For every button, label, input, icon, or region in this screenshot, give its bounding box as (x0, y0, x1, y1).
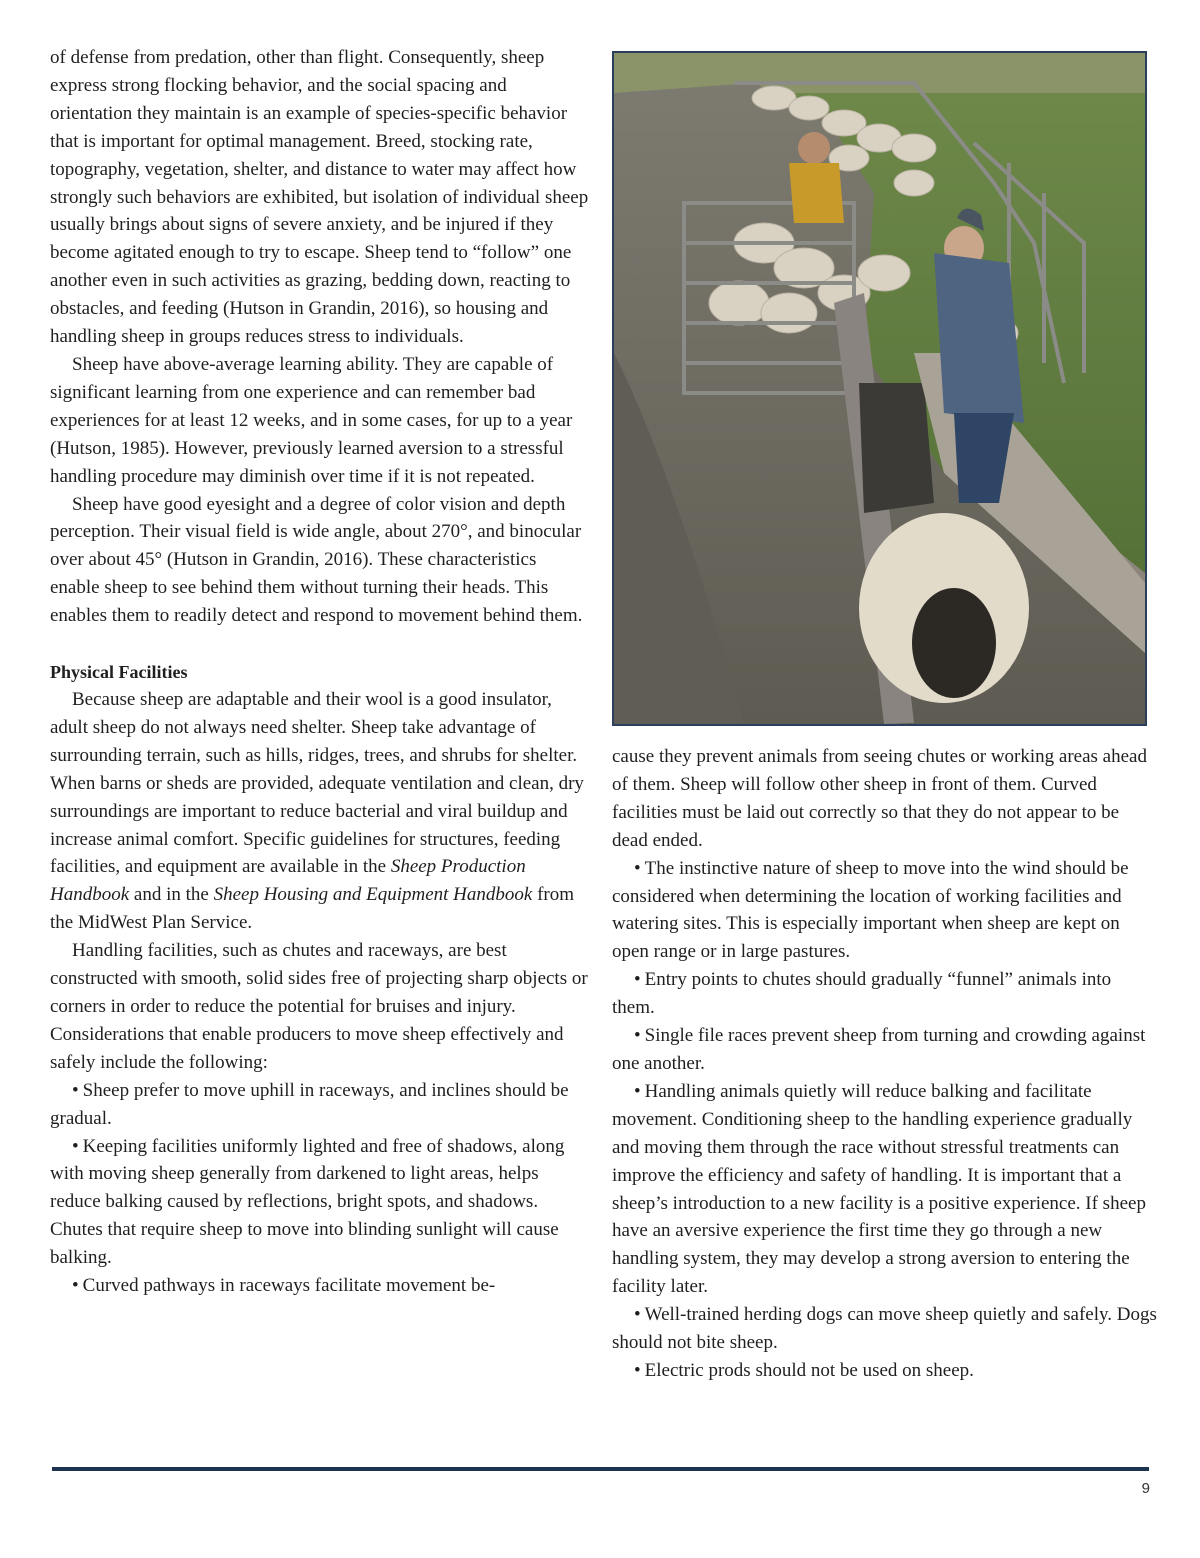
paragraph-eyesight: Sheep have good eyesight and a degree of color vision and depth perception. Their visual field is wide angle, about 270°, and binocular over about 45° (Hutson in Grandin, 2016). These characteristics enable sheep to see behind them without turning their heads. This enables them to readily detect and respond to movement behind them. (50, 493, 583, 627)
bullet-dot: • (72, 1079, 79, 1101)
photo-illustration (614, 53, 1145, 724)
bullet-quiet-handling (612, 1078, 1157, 1301)
section-heading-physical-facilities: Physical Facilities (50, 662, 188, 683)
shelter-text-a: Because sheep are adaptable and their wool is a good insulator, adult sheep do not always need shelter. Sheep take advantage of surrounding terrain, such as hills, ridges, trees, and shrubs for shelter. When barns or sheds are provided, adequate ventilation and clean, dry surroundings are important to reduce bacterial and viral buildup and increase animal comfort. Specific guidelines for structures, feeding facilities, and equipment are available in the (50, 689, 584, 878)
bullet-dot: • (634, 1080, 641, 1102)
bullet-lighting (50, 1133, 590, 1273)
paragraph-predation: of defense from predation, other than flight. Consequently, sheep express strong flocking behavior, and the social spacing and orientation they maintain is an example of species-specific behavior that is important for optimal management. Breed, stocking rate, topography, vegetation, shelter, and distance to water may affect how strongly such behaviors are exhibited, but isolation of individual sheep usually brings about signs of severe anxiety, and be injured if they become agitated enough to try to escape. Sheep tend to “follow” one another even in such activities as grazing, bedding down, reacting to obstacles, and feeding (Hutson in Grandin, 2016), so housing and handling sheep in groups reduces stress to individuals. (50, 47, 589, 348)
bullet-text: Entry points to chutes should gradually “funnel” animals into them. (612, 969, 1112, 1019)
bullet-herding-dogs (612, 1301, 1157, 1357)
bullet-dot: • (634, 857, 641, 879)
book-title-sheep-production: Sheep Production Handbook (50, 856, 526, 906)
bullet-text: Handling animals quietly will reduce balking and facilitate movement. Conditioning sheep to the handling experience gradually and moving them through the race without stressful treatments can improve the efficiency and safety of handling. It is important that a sheep’s introduction to a new facility is a positive experience. If sheep have an aversive experience the first time they go through a new handling system, they may develop a strong aversion to entering the facility later. (612, 1080, 1146, 1298)
bullet-dot: • (72, 1275, 79, 1297)
bullet-curved-pathways (50, 1272, 590, 1300)
bullet-electric-prods (612, 1357, 1157, 1385)
bullet-text: Curved pathways in raceways facilitate movement be- (82, 1275, 496, 1297)
bullet-text: Single file races prevent sheep from turning and crowding against one another. (612, 1025, 1146, 1074)
left-column (50, 44, 590, 1300)
shelter-text-c: from the MidWest Plan Service. (50, 884, 575, 934)
paragraph-shelter (50, 686, 590, 937)
bullet-text: Electric prods should not be used on sheep. (644, 1359, 974, 1381)
bullet-dot: • (72, 1135, 79, 1157)
page-number: 9 (1141, 1480, 1150, 1497)
bullet-text: Well-trained herding dogs can move sheep quietly and safely. Dogs should not bite sheep. (612, 1304, 1157, 1354)
paragraph-continued: cause they prevent animals from seeing chutes or working areas ahead of them. Sheep will follow other sheep in front of them. Curved facilities must be laid out correctly so that they do not appear to be dead ended. (612, 746, 1147, 851)
bullet-dot: • (634, 1359, 641, 1381)
bullet-funnel (612, 966, 1157, 1022)
bullet-text: Sheep prefer to move uphill in raceways, and inclines should be gradual. (50, 1079, 569, 1129)
bullet-dot: • (634, 969, 641, 991)
right-column (612, 743, 1157, 1385)
paragraph-learning: Sheep have above-average learning ability. They are capable of significant learning from one experience and can remember bad experiences for at least 12 weeks, and in some cases, for up to a year (Hutson, 1985). However, previously learned aversion to a stressful handling procedure may diminish over time if it is not repeated. (50, 353, 573, 487)
bullet-wind (612, 855, 1157, 967)
book-title-sheep-housing: Sheep Housing and Equipment Handbook (213, 884, 533, 906)
bullet-text: Keeping facilities uniformly lighted and free of shadows, along with moving sheep generally from darkened to light areas, helps reduce balking caused by reflections, bright spots, and shadows. Chutes that require sheep to move into blinding sunlight will cause balking. (50, 1135, 565, 1269)
bullet-uphill (50, 1077, 590, 1133)
bullet-text: The instinctive nature of sheep to move into the wind should be considered when determining the location of working facilities and watering sites. This is especially important when sheep are kept on open range or in large pastures. (612, 857, 1129, 963)
bullet-dot: • (634, 1025, 641, 1047)
paragraph-handling-facilities: Handling facilities, such as chutes and raceways, are best constructed with smooth, solid sides free of projecting sharp objects or corners in order to reduce the potential for bruises and injury. Considerations that enable producers to move sheep effectively and safely include the following: (50, 940, 588, 1073)
bullet-single-file (612, 1022, 1157, 1078)
shelter-text-b: and in the (129, 884, 214, 906)
bullet-dot: • (634, 1304, 641, 1326)
footer-rule (52, 1467, 1149, 1471)
sheep-raceway-photo (612, 51, 1147, 726)
